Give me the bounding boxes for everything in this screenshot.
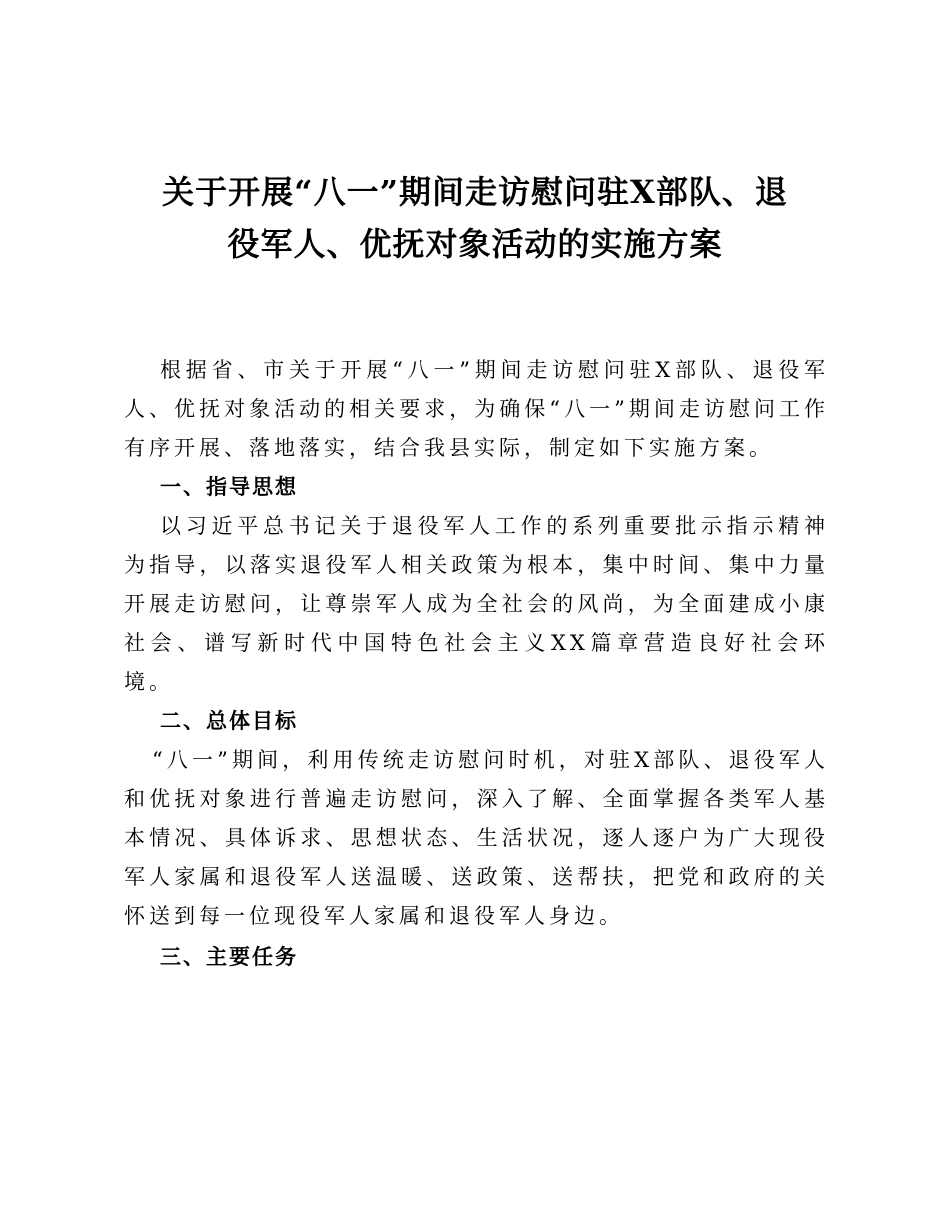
section-heading-overall-goal: 二、总体目标: [160, 709, 298, 733]
title-line-1: 关于开展“八一”期间走访慰问驻X部队、退: [162, 173, 788, 211]
section-heading-guiding-ideology: 一、指导思想: [160, 475, 298, 499]
document-title: [110, 166, 840, 270]
title-line-2: 役军人、优抚对象活动的实施方案: [227, 225, 723, 263]
section-paragraph-guiding-ideology: 以习近平总书记关于退役军人工作的系列重要批示指示精神为指导，以落实退役军人相关政策为根本，集中时间、集中力量开展走访慰问，让尊崇军人成为全社会的风尚，为全面建成小康社会、谱写新时代中国特色社会主义XX篇章营造良好社会环境。: [124, 514, 829, 694]
section-heading-main-tasks: 三、主要任务: [160, 945, 298, 969]
document-body: [124, 351, 829, 977]
section-paragraph-overall-goal: “八一”期间，利用传统走访慰问时机，对驻X部队、退役军人和优抚对象进行普遍走访慰问，深入了解、全面掌握各类军人基本情况、具体诉求、思想状态、生活状况，逐人逐户为广大现役军人家属和退役军人送温暖、送政策、送帮扶，把党和政府的关怀送到每一位现役军人家属和退役军人身边。: [124, 748, 829, 928]
intro-paragraph: 根据省、市关于开展“八一”期间走访慰问驻X部队、退役军人、优抚对象活动的相关要求，为确保“八一”期间走访慰问工作有序开展、落地落实，结合我县实际，制定如下实施方案。: [124, 358, 829, 460]
